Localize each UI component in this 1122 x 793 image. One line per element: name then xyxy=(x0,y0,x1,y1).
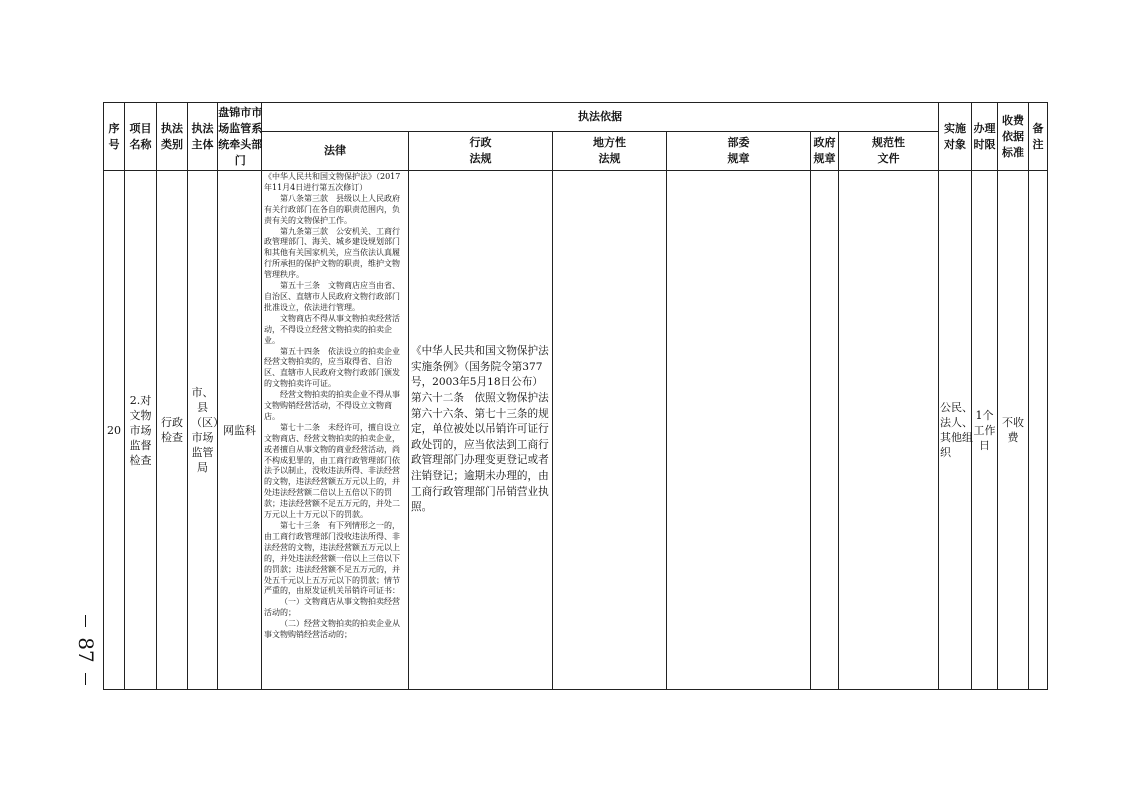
header-remarks: 备注 xyxy=(1029,103,1048,171)
header-seq: 序号 xyxy=(104,103,125,171)
cell-target: 公民、法人、其他组织 xyxy=(939,171,972,690)
law-article-8: 第八条第三款 县级以上人民政府有关行政部门在各自的职责范围内，负责有关的文物保护工作。 xyxy=(264,193,400,225)
law-article-73: 第七十三条 有下列情形之一的，由工商行政管理部门没收违法所得、非法经营的文物，违法经营额五万元以上的，并处违法经营额一倍以上三倍以下的罚款；违法经营额不足五万元的，并处五千元以上五万元以下的罚款；情节严重的，由原发证机关吊销许可证书： xyxy=(264,521,400,596)
header-admin-regs: 行政法规 xyxy=(409,132,553,171)
cell-time-limit: 1个工作日 xyxy=(972,171,998,690)
header-item-name: 项目名称 xyxy=(125,103,157,171)
header-local-regs: 地方性法规 xyxy=(553,132,667,171)
cell-lead-dept: 网监科 xyxy=(218,171,262,690)
cell-seq: 20 xyxy=(104,171,125,690)
admin-regs-text: 《中华人民共和国文物保护法实施条例》（国务院令第377号，2003年5月18日公布）第六十二条 依照文物保护法第六十六条、第七十三条的规定，单位被处以吊销许可证行政处罚的，应当依法到工商行政管理部门办理变更登记或者注销登记；逾期未办理的，由工商行政管理部门吊销营业执照。 xyxy=(411,345,549,514)
cell-law xyxy=(262,171,409,690)
header-law: 法律 xyxy=(262,132,409,171)
cell-ministry-rules xyxy=(667,171,811,690)
cell-fee-basis: 不收费 xyxy=(998,171,1029,690)
header-ministry-rules: 部委规章 xyxy=(667,132,811,171)
header-enforcement-category: 执法类别 xyxy=(157,103,188,171)
cell-local-regs xyxy=(553,171,667,690)
cell-item-name: 2.对文物市场监督检查 xyxy=(125,171,157,690)
law-article-53-para-2: 文物商店不得从事文物拍卖经营活动，不得设立经营文物拍卖的拍卖企业。 xyxy=(264,313,400,345)
law-article-72: 第七十二条 未经许可，擅自设立文物商店、经营文物拍卖的拍卖企业，或者擅自从事文物的商业经营活动，尚不构成犯罪的，由工商行政管理部门依法予以制止，没收违法所得、非法经营的文物，违法经营额五万元以上的，并处违法经营额二倍以上五倍以下的罚款；违法经营额不足五万元的，并处二万元以上十万元以下的罚款。 xyxy=(264,422,400,520)
cell-admin-regs xyxy=(409,171,553,690)
page-number-text: 87 xyxy=(74,637,98,663)
cell-enforcement-body: 市、县（区）市场监管局 xyxy=(188,171,218,690)
cell-remarks xyxy=(1029,171,1048,690)
law-article-54-para-2: 经营文物拍卖的拍卖企业不得从事文物购销经营活动，不得设立文物商店。 xyxy=(264,390,400,421)
cell-gov-rules xyxy=(811,171,839,690)
cell-enforcement-category: 行政检查 xyxy=(157,171,188,690)
law-article-54: 第五十四条 依法设立的拍卖企业经营文物拍卖的，应当取得省、自治区、直辖市人民政府文物行政部门颁发的文物拍卖许可证。 xyxy=(264,346,400,389)
header-normative-docs: 规范性文件 xyxy=(839,132,939,171)
enforcement-table xyxy=(103,102,1048,690)
header-enforcement-body: 执法主体 xyxy=(188,103,218,171)
header-target: 实施对象 xyxy=(939,103,972,171)
law-article-73-item-2: （二）经营文物拍卖的拍卖企业从事文物购销经营活动的； xyxy=(264,619,400,640)
page-number xyxy=(66,615,106,685)
law-article-9: 第九条第三款 公安机关、工商行政管理部门、海关、城乡建设规划部门和其他有关国家机关，应当依法认真履行所承担的保护文物的职责，维护文物管理秩序。 xyxy=(264,226,400,280)
header-lead-dept: 盘锦市市场监管系统牵头部门 xyxy=(218,103,262,171)
header-fee-basis: 收费依据标准 xyxy=(998,103,1029,171)
law-article-73-item-1: （一）文物商店从事文物拍卖经营活动的； xyxy=(264,597,400,618)
header-gov-rules: 政府规章 xyxy=(811,132,839,171)
header-time-limit: 办理时限 xyxy=(972,103,998,171)
cell-normative-docs xyxy=(839,171,939,690)
law-article-53: 第五十三条 文物商店应当由省、自治区、直辖市人民政府文物行政部门批准设立，依法进行管理。 xyxy=(264,281,400,312)
law-title: 《中华人民共和国文物保护法》（2017年11月4日进行第五次修订） xyxy=(264,172,401,192)
header-basis: 执法依据 xyxy=(262,103,939,132)
